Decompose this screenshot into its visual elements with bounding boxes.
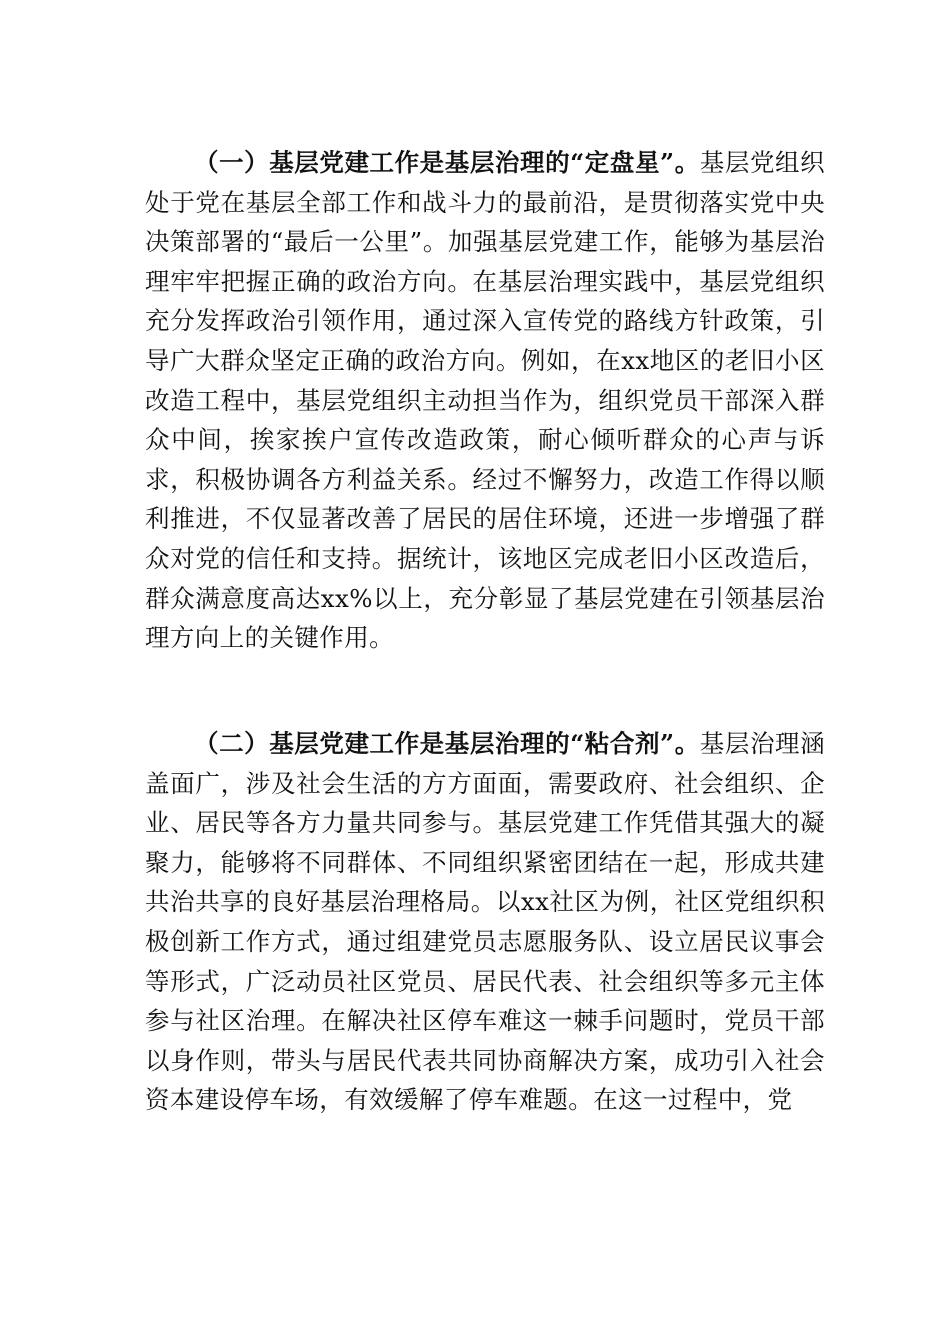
- paragraph-2-heading: （二）基层党建工作是基层治理的“粘合剂”。: [194, 729, 700, 758]
- paragraph-1-body: 基层党组织处于党在基层全部工作和战斗力的最前沿，是贯彻落实党中央决策部署的“最后一公里”。加强基层党建工作，能够为基层治理牢牢把握正确的政治方向。在基层治理实践中，基层党组织充分发挥政治引领作用，通过深入宣传党的路线方针政策，引导广大群众坚定正确的政治方向。例如，在xx地区的老旧小区改造工程中，基层党组织主动担当作为，组织党员干部深入群众中间，挨家挨户宣传改造政策，耐心倾听群众的心声与诉求，积极协调各方利益关系。经过不懈努力，改造工作得以顺利推进，不仅显著改善了居民的居住环境，还进一步增强了群众对党的信任和支持。据统计，该地区完成老旧小区改造后，群众满意度高达xx%以上，充分彰显了基层党建在引领基层治理方向上的关键作用。: [145, 148, 826, 653]
- paragraph-2-body: 基层治理涵盖面广，涉及社会生活的方方面面，需要政府、社会组织、企业、居民等各方力量共同参与。基层党建工作凭借其强大的凝聚力，能够将不同群体、不同组织紧密团结在一起，形成共建共治共享的良好基层治理格局。以xx社区为例，社区党组织积极创新工作方式，通过组建党员志愿服务队、设立居民议事会等形式，广泛动员社区党员、居民代表、社会组织等多元主体参与社区治理。在解决社区停车难这一棘手问题时，党员干部以身作则，带头与居民代表共同协商解决方案，成功引入社会资本建设停车场，有效缓解了停车难题。在这一过程中，党: [145, 729, 826, 1115]
- paragraph-2: [145, 724, 825, 1120]
- paragraph-1: [145, 143, 825, 658]
- paragraph-1-heading: （一）基层党建工作是基层治理的“定盘星”。: [194, 148, 700, 177]
